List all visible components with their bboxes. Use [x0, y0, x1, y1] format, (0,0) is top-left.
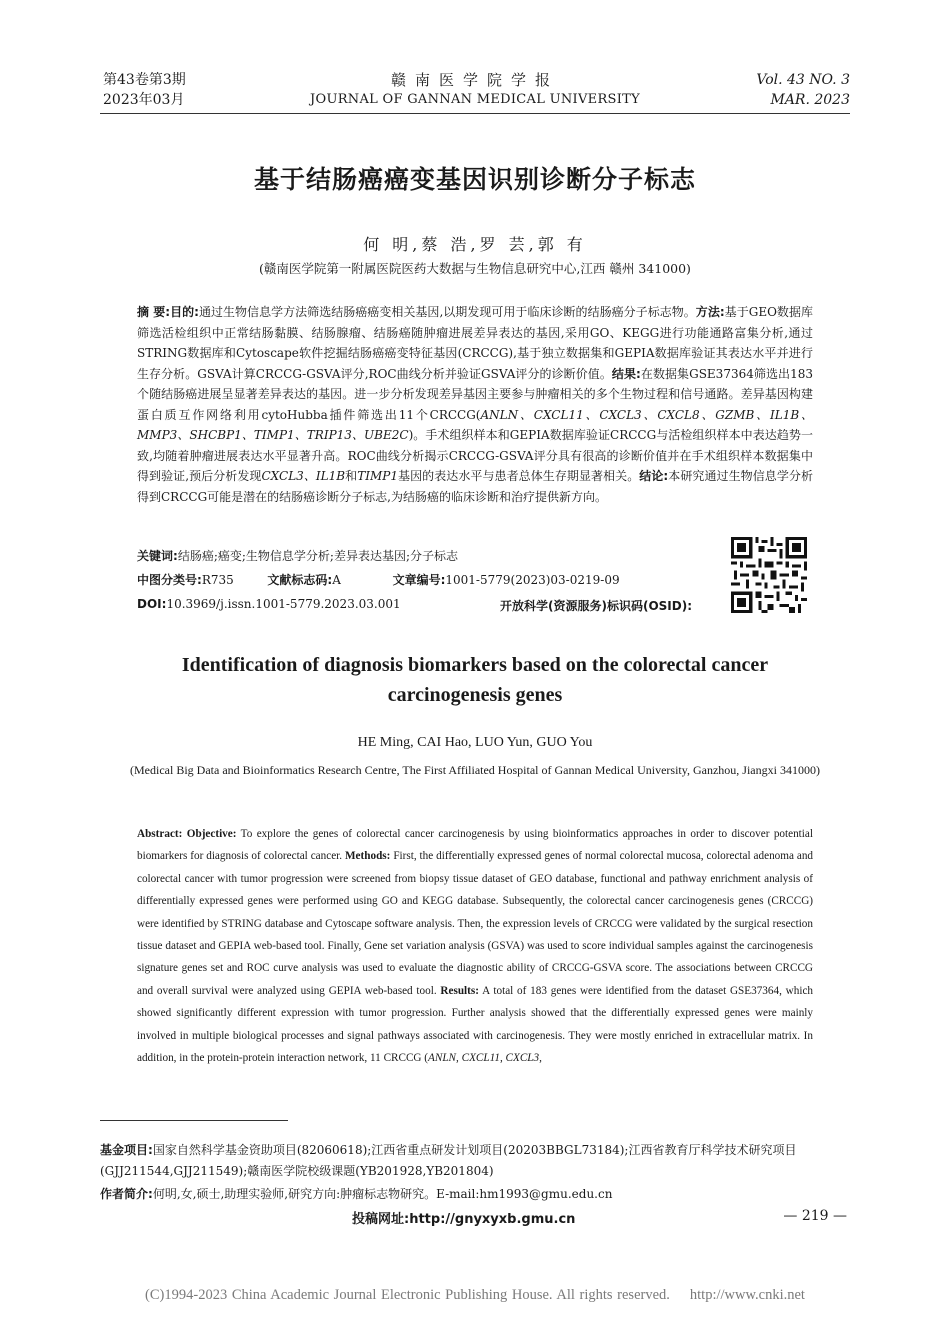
author-intro-label: 作者简介:	[100, 1187, 153, 1201]
submission-url[interactable]: http://gnyxyxb.gmu.cn	[409, 1212, 576, 1227]
objective-cn: 通过生物信息学方法筛选结肠癌癌变相关基因,以期发现可用于临床诊断的结肠癌分子标志物。	[198, 305, 696, 319]
authors-en: HE Ming, CAI Hao, LUO Yun, GUO You	[357, 735, 593, 750]
doi-line	[137, 597, 401, 611]
title-en: Identification of diagnosis biomarkers based on the colorectal cancer carcinogenesis genes	[181, 654, 769, 706]
journal-name-cn: 赣南医学院学报	[390, 71, 559, 89]
author-intro-note	[100, 1184, 612, 1204]
doi-label: DOI:	[137, 597, 167, 611]
header-date-en: MAR. 2023	[770, 92, 850, 108]
cnki-link[interactable]: http://www.cnki.net	[689, 1287, 805, 1303]
copyright-line	[0, 1287, 950, 1304]
header-rule	[100, 113, 850, 114]
results-cn-3: 基因的表达水平与患者总体生存期显著相关。	[397, 469, 640, 483]
methods-cn: 基于GEO数据库筛选活检组织中正常结肠黏膜、结肠腺瘤、结肠癌随肿瘤进展差异表达的基因,采用GO、KEGG进行功能通路富集分析,通过STRING数据库和Cytoscape软件挖掘结肠癌癌变特征基因(CRCCG),基于独立数据集和GEPIA数据库验证其表达水平并进行生存分析。GSVA计算CRCCG-GSVA评分,ROC曲线分析并验证GSVA评分的诊断价值。	[137, 305, 813, 381]
doccode-value: A	[332, 573, 341, 587]
title-cn: 基于结肠癌癌变基因识别诊断分子标志	[253, 165, 696, 194]
results-cn-genes3: TIMP1	[357, 469, 398, 483]
results-cn-and: 和	[345, 469, 358, 483]
classification-line	[137, 571, 620, 588]
methods-en-label: Methods:	[345, 850, 391, 863]
header-volume-en	[756, 70, 850, 110]
abstract-cn	[137, 302, 813, 507]
funding-label: 基金项目:	[100, 1143, 153, 1157]
affiliation-cn: (赣南医学院第一附属医院医药大数据与生物信息研究中心,江西 赣州 341000)	[259, 261, 691, 276]
objective-en: To explore the genes of colorectal cancer carcinogenesis by using bioinformatics approaches in order to discover potential biomarkers for diagnosis of colorectal cancer.	[137, 828, 813, 863]
results-cn-2: )。手术组织样本和GEPIA数据库验证CRCCG与活检组织样本中表达趋势一致,均随着肿瘤进展表达水平显著升高。ROC曲线分析揭示CRCCG-GSVA评分具有很高的诊断价值并在手术组织样本数据集中得到验证,预后分析发现	[137, 428, 813, 483]
header-date: 2023年03月	[103, 92, 185, 108]
clc-value: R735	[201, 573, 234, 587]
objective-cn-label: 目的:	[170, 305, 199, 319]
keywords: 结肠癌;癌变;生物信息学分析;差异表达基因;分子标志	[177, 549, 458, 563]
affiliation-en: (Medical Big Data and Bioinformatics Research Centre, The First Affiliated Hospital of Gannan Medical University, Ganzhou, Jiangxi 341000)	[130, 763, 820, 777]
keywords-line	[137, 547, 458, 564]
keywords-label: 关键词:	[137, 549, 178, 563]
submission-label: 投稿网址:	[352, 1212, 410, 1227]
copyright-text: (C)1994-2023 China Academic Journal Electronic Publishing House. All rights reserved.	[145, 1287, 670, 1303]
authors-cn: 何 明,蔡 浩,罗 芸,郭 有	[363, 235, 587, 254]
abstract-en-label: Abstract:	[137, 828, 183, 840]
methods-en: First, the differentially expressed genes of normal colorectal mucosa, colorectal adenoma and colorectal cancer with tumor progression were screened from biopsy tissue dataset of GEO database, functional and pathway enrichment analysis of differentially expressed genes were performed using GO and KEGG database. Subsequently, the colorectal cancer carcinogenesis genes (CRCCG) were identified by STRING database and Cytoscape software analysis. Then, the expression levels of CRCCG were validated by the surgical resection tissue dataset and GEPIA web-based tool. Finally, Gene set variation analysis (GSVA) was used to score individual samples against the carcinogenesis signature genes set and ROC curve analysis was used to evaluate the diagnostic ability of CRCCG-GSVA score. The associations between CRCCG and overall survival were analyzed using GEPIA web-based tool.	[137, 850, 814, 997]
results-cn-genes2: CXCL3、IL1B	[261, 469, 346, 483]
clc-label: 中图分类号:	[137, 573, 202, 587]
doi-value: 10.3969/j.issn.1001-5779.2023.03.001	[166, 597, 401, 611]
osid-line	[500, 597, 692, 614]
results-cn-genes: ANLN、CXCL11、CXCL3、CXCL8、GZMB、IL1B、MMP3、SHCBP1、TIMP1、TRIP13、UBE2C	[137, 407, 813, 442]
funding-note	[100, 1140, 852, 1182]
objective-en-label: Objective:	[186, 828, 237, 840]
header-volume-issue: 第43卷第3期	[103, 72, 186, 88]
page-number: — 219 —	[783, 1208, 847, 1224]
conclusion-cn-label: 结论:	[639, 469, 669, 483]
articleno-value: 1001-5779(2023)03-0219-09	[445, 573, 620, 587]
articleno-label: 文章编号:	[392, 573, 446, 587]
results-en-label: Results:	[440, 984, 479, 997]
journal-name-en: JOURNAL OF GANNAN MEDICAL UNIVERSITY	[309, 92, 641, 107]
conclusion-cn: 本研究通过生物信息学分析得到CRCCG可能是潜在的结肠癌诊断分子标志,为结肠癌的临床诊断和治疗提供新方向。	[137, 469, 813, 504]
results-en: A total of 183 genes were identified from the dataset GSE37364, which showed significantly different expression with tumor progression. Further analysis showed that the differentially expressed genes were mainly involved in multiple biological processes and signal pathways associated with carcinogenesis. They were mostly enriched in extracellular matrix. In addition, in the protein-protein interaction network, 11 CRCCG (	[137, 984, 813, 1065]
doccode-label: 文献标志码:	[267, 573, 333, 587]
abstract-en	[137, 823, 813, 1069]
abstract-cn-label: 摘 要:	[137, 305, 171, 319]
funding-text: 国家自然科学基金资助项目(82060618);江西省重点研发计划项目(20203BBGL73184);江西省教育厅科学技术研究项目(GJJ211544,GJJ211549);赣南医学院校级课题(YB201928,YB201804)	[100, 1143, 797, 1178]
results-cn-1: 在数据集GSE37364筛选出183个随结肠癌进展呈显著差异表达的基因。进一步分析发现差异基因主要参与肿瘤相关的多个生物过程和信号通路。差异基因构建蛋白质互作网络利用cytoHubba插件筛选出11个CRCCG(	[137, 366, 813, 422]
osid-label: 开放科学(资源服务)标识码(OSID):	[500, 599, 693, 613]
results-cn-label: 结果:	[611, 366, 641, 381]
qr-code[interactable]	[731, 537, 807, 613]
results-en-genes: ANLN, CXCL11, CXCL3,	[428, 1052, 542, 1065]
author-intro-text: 何明,女,硕士,助理实验师,研究方向:肿瘤标志物研究。E-mail:hm1993@gmu.edu.cn	[152, 1187, 613, 1201]
header-vol-en: Vol. 43 NO. 3	[756, 72, 850, 88]
footnote-rule	[100, 1120, 288, 1121]
methods-cn-label: 方法:	[695, 305, 725, 319]
submission-site	[352, 1208, 575, 1227]
